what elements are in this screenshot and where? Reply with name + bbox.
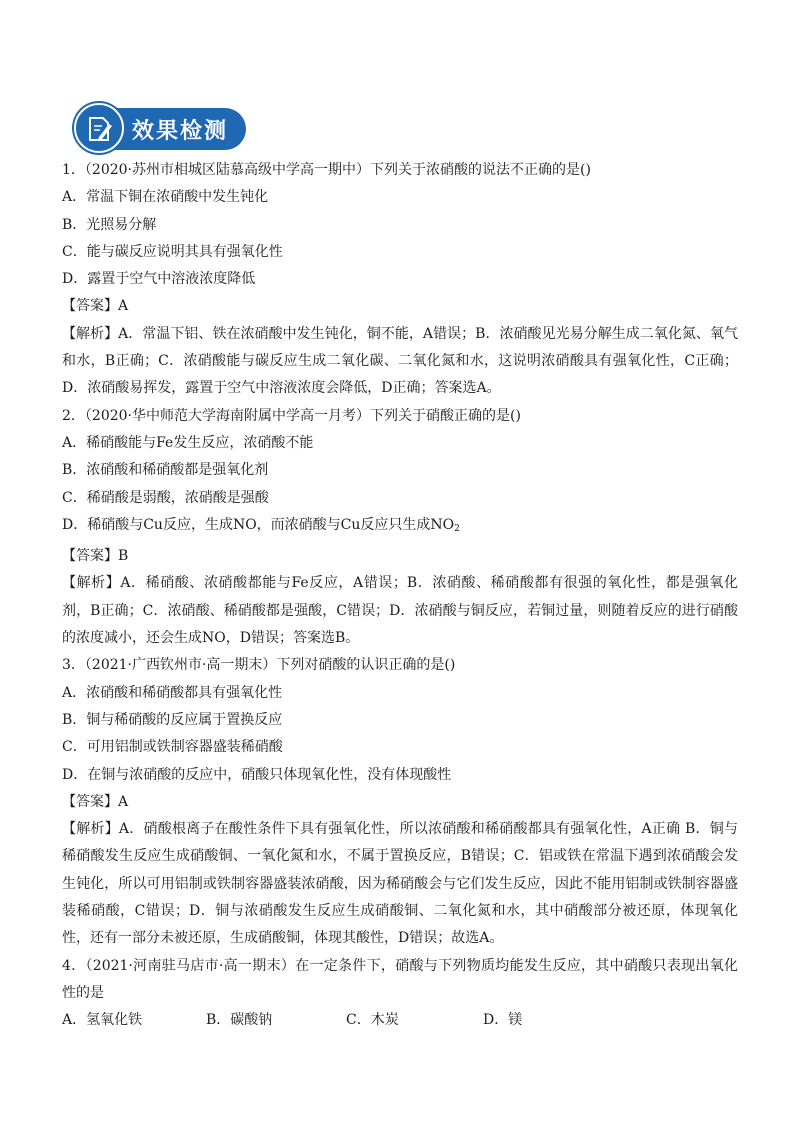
question-3-stem: 3．（2021·广西钦州市·高一期末）下列对硝酸的认识正确的是() bbox=[62, 657, 456, 674]
question-4-option-c: C．木炭 bbox=[346, 1012, 399, 1029]
question-1-analysis: 【解析】A．常温下铝、铁在浓硝酸中发生钝化，铜不能，A错误；B．浓硝酸见光易分解生成二氧化氮、氧气和水，B正确；C．浓硝酸能与碳反应生成二氧化碳、二氧化氮和水，这说明浓硝酸具有强氧化性，C正确；D．浓硝酸易挥发，露置于空气中溶液浓度会降低，D正确；答案选A。 bbox=[62, 325, 738, 397]
question-2-stem: 2．（2020·华中师范大学海南附属中学高一月考）下列关于硝酸正确的是() bbox=[62, 407, 521, 424]
question-4-option-b: B．碳酸钠 bbox=[206, 1012, 273, 1029]
question-2-option-a: A．稀硝酸能与Fe发生反应，浓硝酸不能 bbox=[62, 434, 314, 451]
question-3-option-b: B．铜与稀硝酸的反应属于置换反应 bbox=[62, 711, 283, 728]
question-1-option-c: C．能与碳反应说明其具有强氧化性 bbox=[62, 243, 283, 260]
question-4-option-a: A．氢氧化铁 bbox=[62, 1012, 143, 1029]
question-1-answer: 【答案】A bbox=[62, 298, 129, 315]
question-3-option-d: D．在铜与浓硝酸的反应中，硝酸只体现氧化性，没有体现酸性 bbox=[62, 766, 452, 783]
question-2-analysis: 【解析】A．稀硝酸、浓硝酸都能与Fe反应，A错误；B．浓硝酸、稀硝酸都有很强的氧化性，都是强氧化剂，B正确；C．浓硝酸、稀硝酸都是强酸，C错误；D．浓硝酸与铜反应，若铜过量，则随着反应的进行硝酸的浓度减小，还会生成NO，D错误；答案选B。 bbox=[62, 575, 738, 647]
question-3-option-a: A．浓硝酸和稀硝酸都具有强氧化性 bbox=[62, 684, 283, 701]
question-4-option-d: D．镁 bbox=[483, 1012, 523, 1029]
question-2-option-d bbox=[62, 512, 738, 543]
question-3-answer: 【答案】A bbox=[62, 793, 129, 810]
question-1-option-b: B．光照易分解 bbox=[62, 216, 157, 233]
question-4-stem: 4．（2021·河南驻马店市·高一期末）在一定条件下，硝酸与下列物质均能发生反应，其中硝酸只表现出氧化性的是 bbox=[62, 957, 738, 1001]
question-2-option-d-text: D．稀硝酸与Cu反应，生成NO，而浓硝酸与Cu反应只生成NO bbox=[62, 516, 455, 533]
section-banner bbox=[74, 103, 254, 153]
section-title: 效果检测 bbox=[132, 119, 229, 144]
pencil-note-icon bbox=[74, 103, 124, 153]
question-list bbox=[62, 157, 738, 1035]
question-3-analysis: 【解析】A．硝酸根离子在酸性条件下具有强氧化性，所以浓硝酸和稀硝酸都具有强氧化性，A正确 B．铜与稀硝酸发生反应生成硝酸铜、一氧化氮和水，不属于置换反应，B错误；C．铝或铁在常温下遇到浓硝酸会发生钝化，所以可用铝制或铁制容器盛装浓硝酸，因为稀硝酸会与它们发生反应，因此不能用铝制或铁制容器盛装稀硝酸，C错误；D．铜与浓硝酸发生反应生成硝酸铜、二氧化氮和水，其中硝酸部分被还原，体现氧化性，还有一部分未被还原，生成硝酸铜，体现其酸性，D错误；故选A。 bbox=[62, 821, 738, 947]
question-2-answer: 【答案】B bbox=[62, 548, 129, 565]
question-2-option-c: C．稀硝酸是弱酸，浓硝酸是强酸 bbox=[62, 489, 269, 506]
question-1-option-a: A．常温下铜在浓硝酸中发生钝化 bbox=[62, 189, 269, 206]
question-2-option-b: B．浓硝酸和稀硝酸都是强氧化剂 bbox=[62, 462, 269, 479]
question-2-option-d-subscript: 2 bbox=[454, 523, 460, 534]
question-1-option-d: D．露置于空气中溶液浓度降低 bbox=[62, 271, 256, 288]
question-4-options bbox=[62, 1007, 738, 1034]
question-1-stem: 1．（2020·苏州市相城区陆慕高级中学高一期中）下列关于浓硝酸的说法不正确的是() bbox=[62, 162, 591, 178]
question-3-option-c: C．可用铝制或铁制容器盛装稀硝酸 bbox=[62, 739, 283, 756]
